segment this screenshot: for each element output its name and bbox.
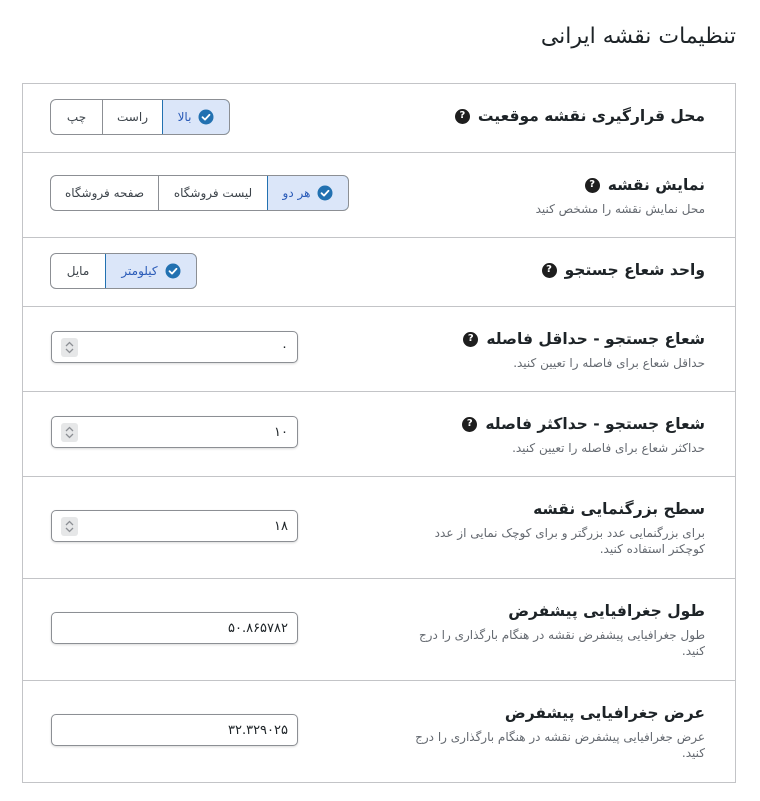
label-text: شعاع جستجو - حداقل فاصله [486,330,705,348]
input-value: ۱۰ [274,424,288,440]
chevron-down-icon[interactable] [65,527,74,533]
setting-label [455,105,705,127]
chevron-down-icon[interactable] [65,348,74,354]
min-radius-input[interactable] [51,331,298,363]
option-mile-button[interactable] [51,254,105,288]
label-block [375,413,705,456]
input-value: ۱۸ [274,518,288,534]
setting-description: حداکثر شعاع برای فاصله را تعیین کنید. [512,441,705,455]
number-spinner[interactable] [61,338,78,357]
setting-label [462,413,705,435]
help-icon[interactable]: ? [462,417,477,432]
label-text: نمایش نقشه [607,176,705,194]
option-store-page-button[interactable] [51,176,158,210]
label-block [375,105,705,127]
help-icon[interactable]: ? [585,178,600,193]
max-radius-input[interactable] [51,416,298,448]
number-spinner[interactable] [61,423,78,442]
input-value: ۵۰.۸۶۵۷۸۲ [228,620,288,636]
setting-row-map-position [23,84,735,153]
input-value: ۳۲.۳۲۹۰۲۵ [228,722,288,738]
radius-unit-toggle [50,253,197,289]
option-label: هر دو [282,186,311,200]
setting-description: عرض جغرافیایی پیشفرض نقشه در هنگام بارگذاری را درج کنید. [415,730,705,760]
label-text: سطح بزرگنمایی نقشه [533,500,705,518]
label-block [375,498,705,557]
default-longitude-input[interactable] [51,612,298,644]
label-block [375,328,705,371]
checkmark-circle-icon [317,185,333,201]
setting-description: برای بزرگنمایی عدد بزرگتر و برای کوچک نمایی از عدد کوچکتر استفاده کنید. [434,526,705,556]
input-value: ۰ [281,339,288,355]
setting-label [508,600,705,622]
checkmark-circle-icon [198,109,214,125]
setting-label [585,174,705,196]
help-icon[interactable]: ? [463,332,478,347]
setting-description: محل نمایش نقشه را مشخص کنید [535,202,705,216]
setting-row-zoom-level [23,477,735,579]
label-block [375,702,705,761]
option-label: چپ [66,110,87,124]
map-position-toggle [50,99,230,135]
option-label: لیست فروشگاه [173,186,253,200]
option-label: راست [117,110,148,124]
setting-row-max-radius [23,392,735,477]
option-left-button[interactable] [51,100,102,134]
setting-description: طول جغرافیایی پیشفرض نقشه در هنگام بارگذاری را درج کنید. [418,628,705,658]
help-icon[interactable]: ? [455,109,470,124]
default-latitude-input[interactable] [51,714,298,746]
chevron-up-icon[interactable] [65,520,74,526]
setting-label [505,702,705,724]
setting-label [463,328,705,350]
option-right-button[interactable] [102,100,162,134]
option-store-list-button[interactable] [158,176,267,210]
setting-row-radius-unit [23,238,735,307]
label-text: عرض جغرافیایی پیشفرض [504,704,705,722]
label-block [375,600,705,659]
label-block [375,174,705,217]
setting-row-map-display [23,153,735,238]
setting-row-default-longitude [23,579,735,681]
option-label: صفحه فروشگاه [64,186,145,200]
setting-label [542,259,705,281]
label-text: واحد شعاع جستجو [564,261,705,279]
setting-label [533,498,705,520]
checkmark-circle-icon [165,263,181,279]
zoom-level-input[interactable] [51,510,298,542]
map-display-toggle [50,175,349,211]
setting-row-default-latitude [23,681,735,783]
label-text: محل قرارگیری نقشه موقعیت [477,107,705,125]
chevron-up-icon[interactable] [65,426,74,432]
chevron-up-icon[interactable] [65,341,74,347]
option-kilometer-button[interactable] [105,253,197,289]
help-icon[interactable]: ? [542,263,557,278]
label-text: شعاع جستجو - حداکثر فاصله [485,415,705,433]
option-label: مایل [66,264,90,278]
option-label: بالا [177,110,192,124]
page-title: تنظیمات نقشه ایرانی [540,24,736,49]
settings-panel [22,83,736,783]
option-top-button[interactable] [162,99,230,135]
label-block [375,259,705,281]
number-spinner[interactable] [61,517,78,536]
chevron-down-icon[interactable] [65,433,74,439]
setting-description: حداقل شعاع برای فاصله را تعیین کنید. [513,356,705,370]
label-text: طول جغرافیایی پیشفرض [508,602,705,620]
setting-row-min-radius [23,307,735,392]
option-label: کیلومتر [121,264,158,278]
option-both-button[interactable] [267,175,349,211]
